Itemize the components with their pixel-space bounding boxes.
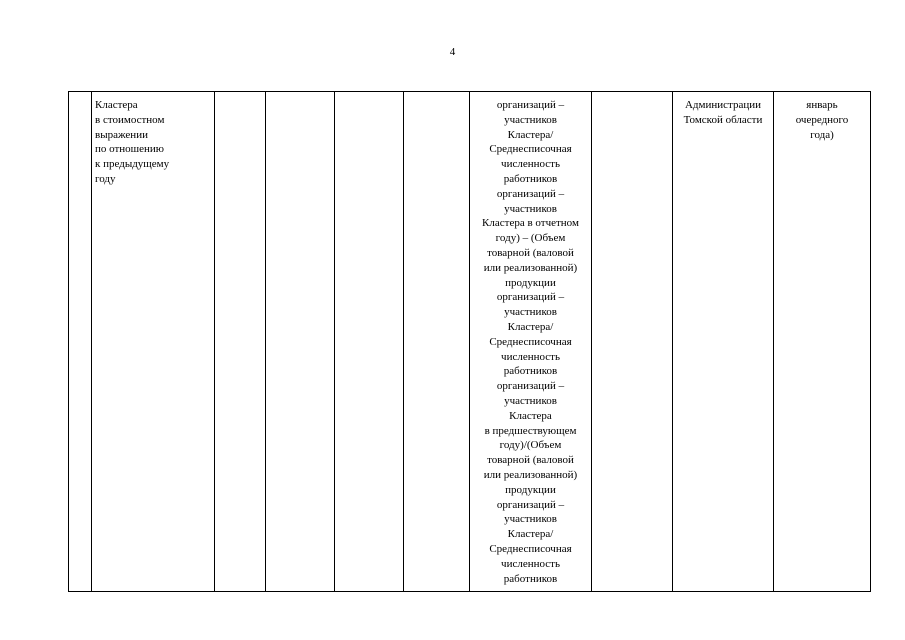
cell-source — [592, 92, 673, 592]
cell-number — [69, 92, 92, 592]
cell-calculation-method: организаций – участников Кластера/ Среднесписочная численность работников организаций – участников Кластера в отчетном году) – (Объем товарной (валовой или реализованной) продукции организаций – участников Кластера/ Среднесписочная численность работников организаций – участников Кластера в предшествующем году)/(Объем товарной (валовой или реализованной) продукции организаций – участников Кластера/ Среднесписочная численность работников — [470, 92, 592, 592]
page-number: 4 — [449, 46, 456, 58]
cell-unit — [215, 92, 266, 592]
cell-indicator-name: Кластера в стоимостном выражении по отношению к предыдущему году — [92, 92, 215, 592]
cell-value-1 — [266, 92, 335, 592]
cell-value-3 — [404, 92, 470, 592]
indicator-table — [68, 91, 871, 592]
cell-value-2 — [335, 92, 404, 592]
cell-deadline: январь очередного года) — [774, 92, 871, 592]
cell-responsible: Администрации Томской области — [673, 92, 774, 592]
table-row — [69, 92, 871, 592]
